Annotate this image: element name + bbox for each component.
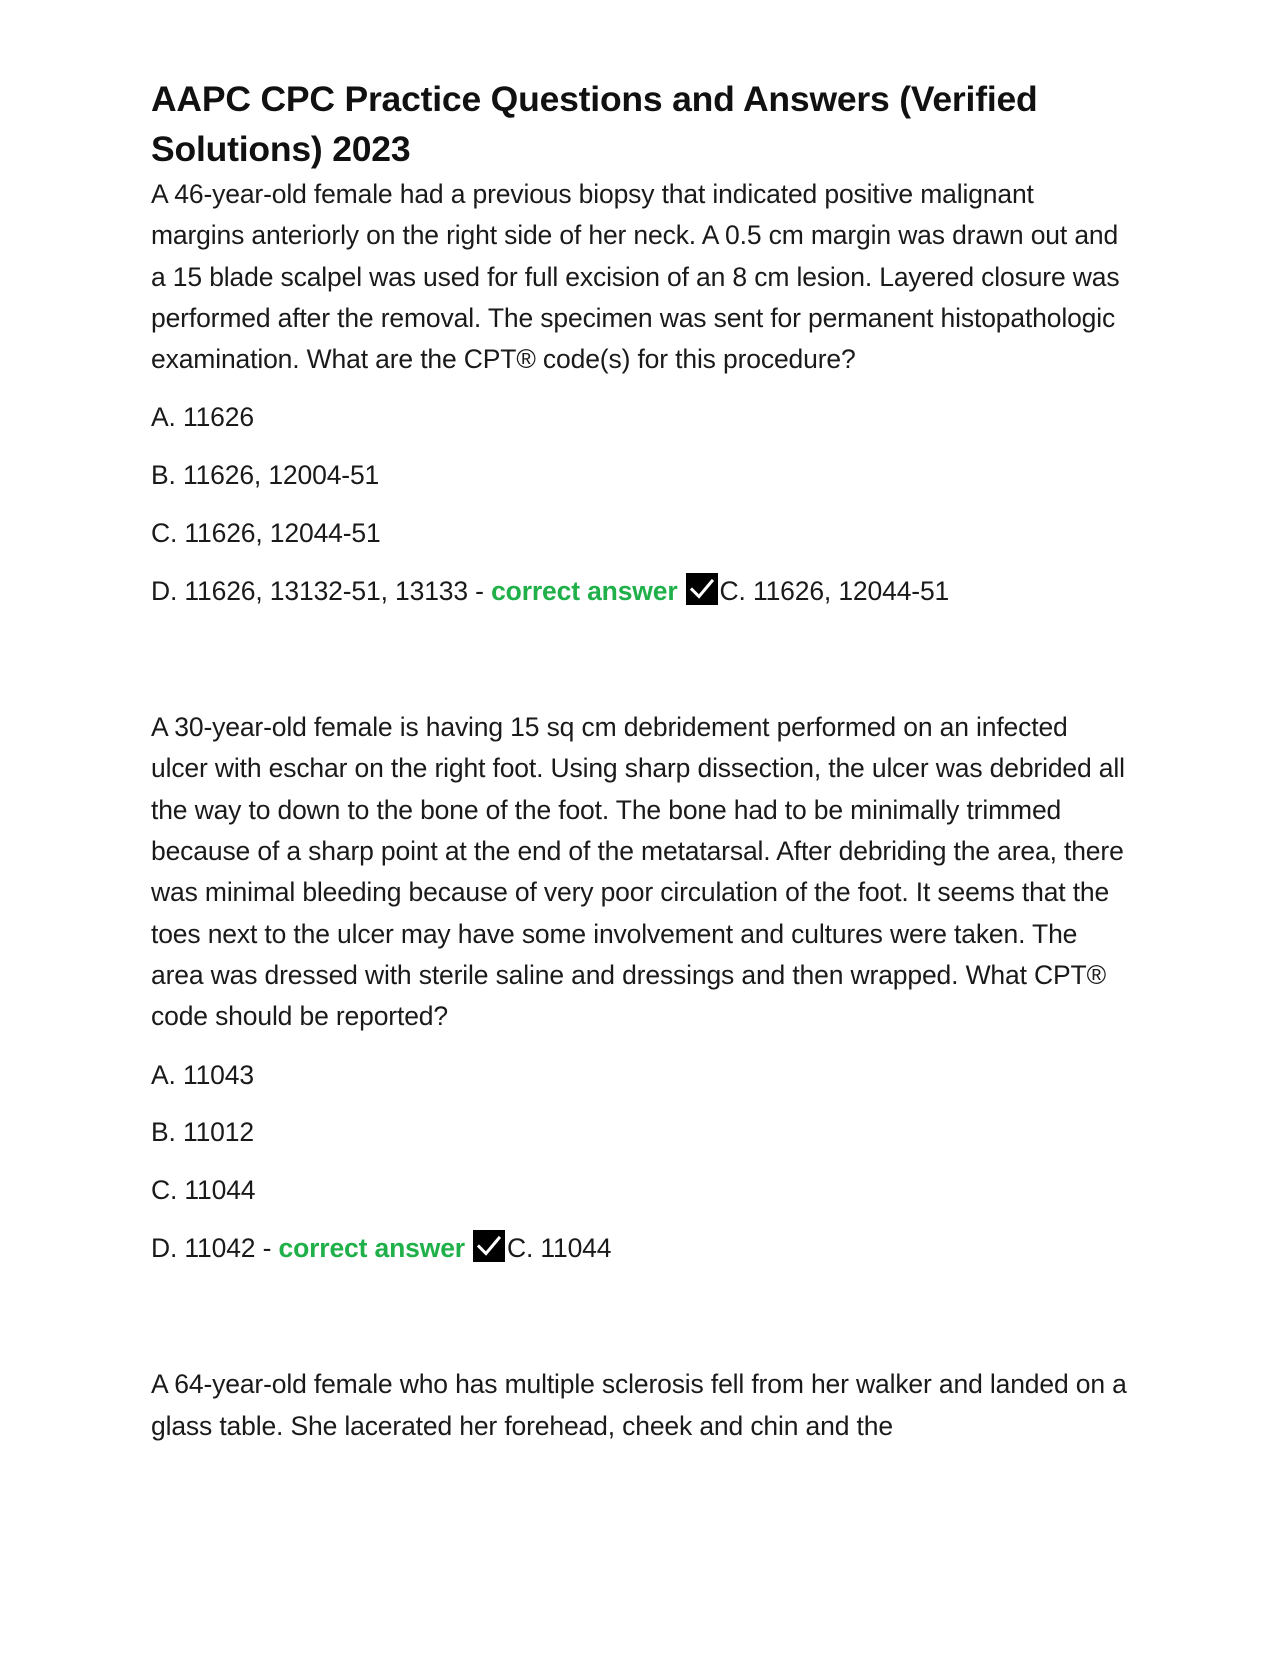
question-text: A 30-year-old female is having 15 sq cm debridement performed on an infected ulcer with eschar on the right foot. Using sharp dissection, the ulcer was debrided all the way to down to the bone of the foot. The bone had to be minimally trimmed because of a sharp point at the end of the metatarsal. After debriding the area, there was minimal bleeding because of very poor circulation of the foot. It seems that the toes next to the ulcer may have some involvement and cultures were taken. The area was dressed with sterile saline and dressings and then wrapped. What CPT® code should be reported?: [151, 712, 1125, 1032]
answer-text: C. 11626, 12044-51: [719, 575, 950, 606]
option-d-text: D. 11042 -: [151, 1232, 279, 1263]
document-page: [151, 74, 1131, 1447]
question-1: [151, 174, 1131, 612]
correct-answer-label: correct answer: [491, 575, 678, 606]
option-b: B. 11012: [151, 1117, 254, 1148]
correct-answer-label: correct answer: [278, 1232, 465, 1263]
answer-text: C. 11044: [506, 1232, 612, 1263]
question-text: A 64-year-old female who has multiple sclerosis fell from her walker and landed on a glass table. She lacerated her forehead, cheek and chin and the: [151, 1369, 1127, 1441]
option-b: B. 11626, 12004-51: [151, 460, 380, 491]
option-a: A. 11626: [151, 402, 254, 433]
option-d: [151, 1228, 1131, 1269]
question-2: [151, 707, 1131, 1269]
answer-options: [151, 1055, 1131, 1270]
document-title: AAPC CPC Practice Questions and Answers (Verified Solutions) 2023: [151, 79, 1038, 169]
option-c: C. 11044: [151, 1175, 256, 1206]
option-c: C. 11626, 12044-51: [151, 518, 381, 549]
option-a: A. 11043: [151, 1059, 254, 1090]
option-d-text: D. 11626, 13132-51, 13133 -: [151, 575, 492, 606]
answer-options: [151, 397, 1131, 612]
checkmark-icon: [473, 1230, 505, 1262]
question-3: [151, 1364, 1131, 1447]
option-d: [151, 571, 1131, 612]
question-text: A 46-year-old female had a previous biopsy that indicated positive malignant margins anteriorly on the right side of her neck. A 0.5 cm margin was drawn out and a 15 blade scalpel was used for full excision of an 8 cm lesion. Layered closure was performed after the removal. The specimen was sent for permanent histopathologic examination. What are the CPT® code(s) for this procedure?: [151, 179, 1120, 375]
checkmark-icon: [686, 573, 718, 605]
